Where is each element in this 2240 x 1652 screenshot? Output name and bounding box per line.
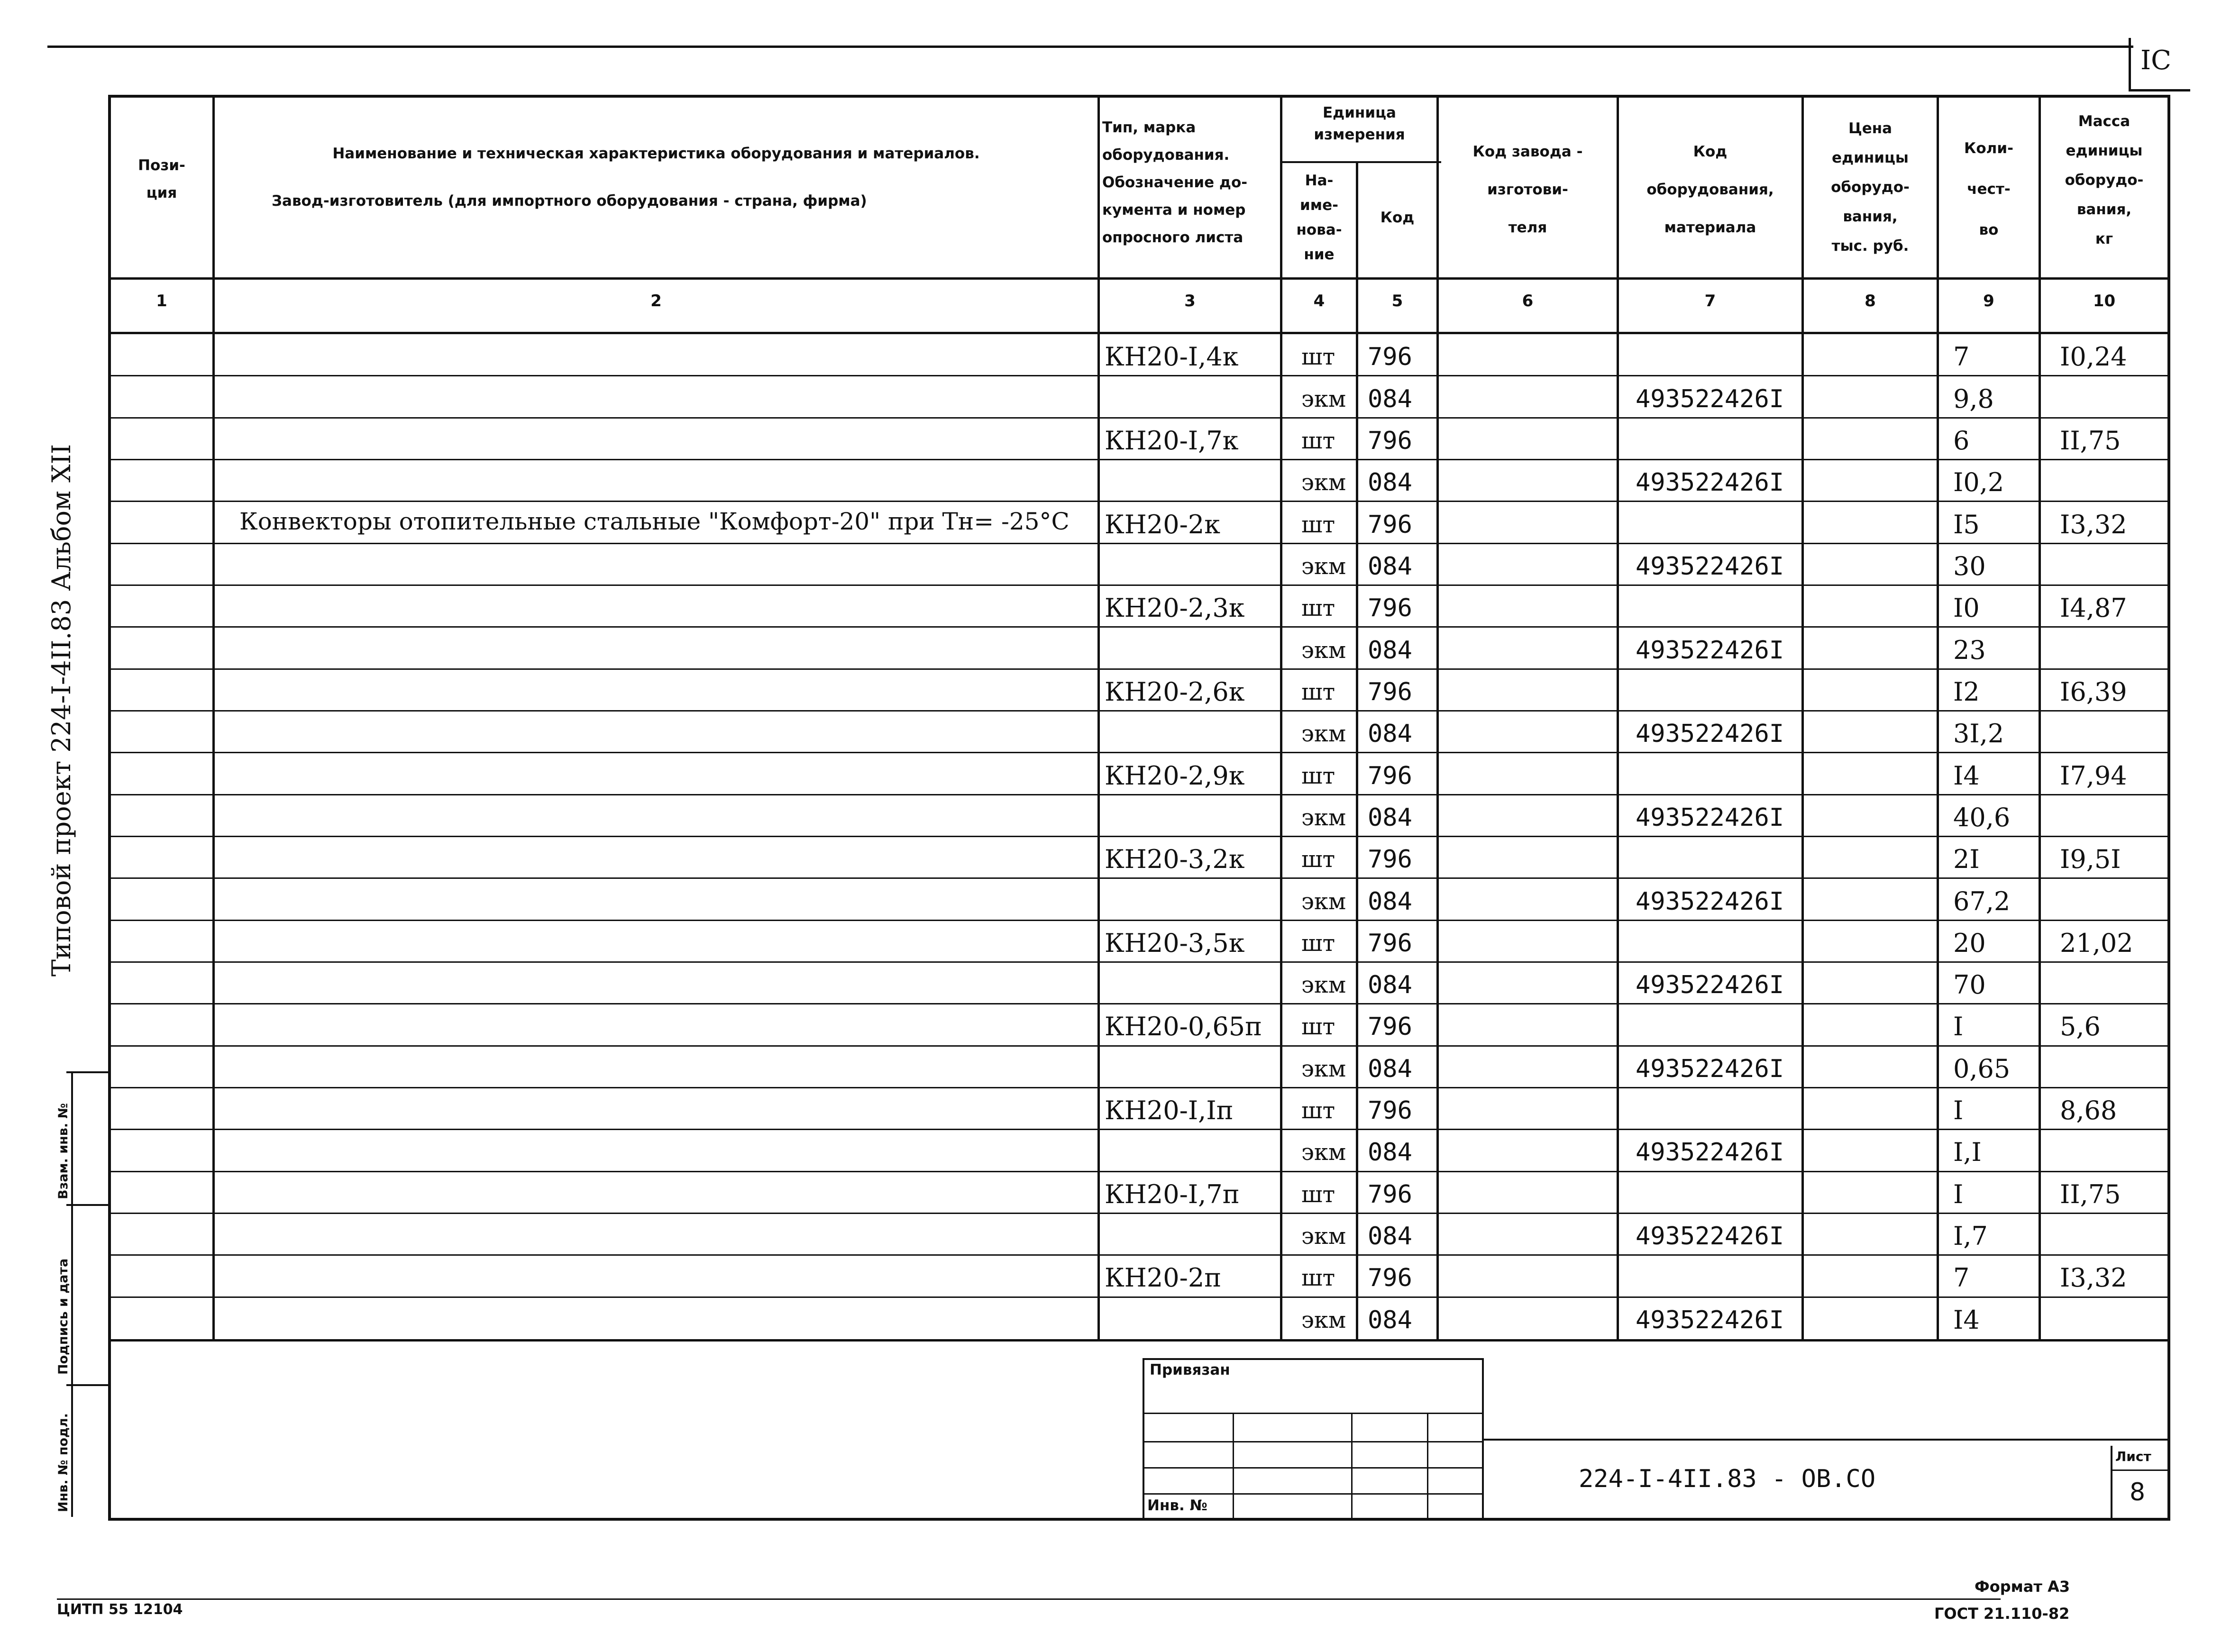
footer-left-rule (57, 1598, 2001, 1600)
header-mass: Масса единицы оборудо- вания, кг (2065, 113, 2144, 247)
equipment-code-cell: 493522426I (1636, 803, 1784, 832)
type-cell: КН20-I,4к (1105, 342, 1239, 372)
row-separator (108, 501, 2170, 502)
col-line-3 (1280, 95, 1282, 1341)
unit-name-cell: шт (1301, 511, 1335, 538)
unit-name-cell: экм (1301, 469, 1346, 496)
row-separator (108, 543, 2170, 544)
unit-code-cell: 796 (1368, 1013, 1412, 1041)
quantity-cell: 9,8 (1953, 384, 1994, 414)
row-separator (108, 1045, 2170, 1047)
row-separator (108, 459, 2170, 460)
col-line-7 (1801, 95, 1804, 1341)
unit-code-cell: 084 (1368, 720, 1412, 748)
quantity-cell: I4 (1953, 1305, 1980, 1335)
stamp-row-1 (1143, 1413, 1484, 1414)
quantity-cell: I4 (1953, 761, 1980, 791)
quantity-cell: I (1953, 1095, 1964, 1125)
unit-name-cell: шт (1301, 1097, 1335, 1124)
row-separator (108, 752, 2170, 753)
quantity-cell: I5 (1953, 510, 1980, 539)
unit-name-cell: экм (1301, 804, 1346, 831)
colnum-5: 5 (1391, 292, 1403, 310)
header-factory-code: Код завода - изготови- теля (1472, 143, 1583, 236)
quantity-cell: 67,2 (1953, 886, 2011, 916)
title-block-top (1484, 1439, 2170, 1441)
mass-cell: I7,94 (2060, 761, 2127, 791)
quantity-cell: 6 (1953, 426, 1970, 456)
unit-code-cell: 796 (1368, 343, 1412, 371)
row-separator (108, 626, 2170, 628)
stamp-row-3 (1143, 1467, 1484, 1469)
unit-code-cell: 084 (1368, 385, 1412, 413)
unit-code-cell: 796 (1368, 427, 1412, 455)
mass-cell: I3,32 (2060, 510, 2127, 539)
col-line-9 (2039, 95, 2041, 1341)
mass-cell: I6,39 (2060, 677, 2127, 707)
col-line-2 (1097, 95, 1100, 1341)
header-bottom (108, 277, 2170, 280)
mass-cell: I0,24 (2060, 342, 2127, 372)
stamp-inv-no: Инв. № (1147, 1497, 1207, 1514)
page-number: IC (2140, 45, 2171, 76)
quantity-cell: 30 (1953, 551, 1986, 581)
unit-code-cell: 084 (1368, 803, 1412, 832)
col-line-1 (212, 95, 215, 1341)
header-quantity: Коли- чест- во (1964, 140, 2013, 238)
header-position: Пози- ция (138, 157, 185, 201)
unit-name-cell: шт (1301, 846, 1335, 873)
table-right-border (2167, 95, 2170, 1521)
type-cell: КН20-2,9к (1105, 761, 1245, 791)
mass-cell: 8,68 (2060, 1095, 2117, 1125)
row-separator (108, 375, 2170, 376)
unit-name-cell: экм (1301, 1223, 1346, 1250)
stamp-row-2 (1143, 1441, 1484, 1442)
equipment-code-cell: 493522426I (1636, 385, 1784, 413)
table-top-border (108, 95, 2170, 98)
row-separator (108, 1129, 2170, 1130)
col-line-6 (1617, 95, 1619, 1341)
colnum-10: 10 (2093, 292, 2116, 310)
unit-name-cell: экм (1301, 553, 1346, 580)
row-separator (108, 1254, 2170, 1256)
stamp-row-4 (1143, 1493, 1484, 1495)
document-code: 224-I-4II.83 - ОВ.СО (1579, 1465, 1876, 1493)
row-separator (108, 794, 2170, 795)
stamp-box-left (1143, 1358, 1144, 1519)
quantity-cell: I (1953, 1012, 1964, 1041)
unit-code-cell: 084 (1368, 1138, 1412, 1167)
quantity-cell: 23 (1953, 635, 1986, 665)
unit-code-cell: 084 (1368, 1222, 1412, 1250)
quantity-cell: I0,2 (1953, 467, 2004, 497)
row-separator (108, 1087, 2170, 1088)
unit-name-cell: экм (1301, 721, 1346, 747)
unit-code-cell: 084 (1368, 1306, 1412, 1334)
quantity-cell: 70 (1953, 970, 1986, 1000)
unit-name-cell: шт (1301, 763, 1335, 789)
quantity-cell: 40,6 (1953, 803, 2011, 832)
unit-name-cell: экм (1301, 888, 1346, 915)
header-name-line1: Наименование и техническая характеристика оборудования и материалов. (332, 145, 980, 162)
unit-code-cell: 796 (1368, 1096, 1412, 1125)
unit-code-cell: 084 (1368, 887, 1412, 916)
quantity-cell: 3I,2 (1953, 719, 2004, 748)
unit-code-cell: 084 (1368, 468, 1412, 497)
side-label-inv: Инв. № подл. (56, 1413, 71, 1512)
unit-code-cell: 084 (1368, 552, 1412, 581)
unit-code-cell: 796 (1368, 845, 1412, 874)
unit-name-cell: экм (1301, 386, 1346, 412)
colnum-6: 6 (1522, 292, 1534, 310)
type-cell: КН20-2,3к (1105, 593, 1245, 623)
unit-code-cell: 796 (1368, 594, 1412, 622)
colnum-8: 8 (1865, 292, 1876, 310)
equipment-code-cell: 493522426I (1636, 1055, 1784, 1083)
col-line-4 (1356, 161, 1358, 1341)
header-unit-code: Код (1380, 209, 1415, 226)
unit-code-cell: 796 (1368, 678, 1412, 706)
row-separator (108, 1003, 2170, 1004)
stamp-col-2 (1351, 1413, 1353, 1519)
colnum-2: 2 (650, 292, 662, 310)
equipment-code-cell: 493522426I (1636, 887, 1784, 916)
row-separator (108, 877, 2170, 879)
type-cell: КН20-3,5к (1105, 928, 1245, 958)
unit-name-cell: шт (1301, 930, 1335, 957)
item-name: Конвекторы отопительные стальные "Комфорт-20" при Тн= -25°С (239, 508, 1070, 535)
unit-name-cell: шт (1301, 344, 1335, 370)
row-separator (108, 1213, 2170, 1214)
unit-code-cell: 796 (1368, 929, 1412, 958)
unit-code-cell: 796 (1368, 511, 1412, 539)
row-separator (108, 1171, 2170, 1172)
colnum-4: 4 (1313, 292, 1325, 310)
unit-name-cell: шт (1301, 1013, 1335, 1040)
header-equipment-code: Код оборудования, материала (1646, 143, 1774, 236)
col-line-8 (1937, 95, 1939, 1341)
unit-code-cell: 084 (1368, 1055, 1412, 1083)
unit-name-cell: шт (1301, 1181, 1335, 1208)
unit-name-cell: экм (1301, 1307, 1346, 1333)
mass-cell: II,75 (2060, 1179, 2121, 1209)
unit-name-cell: шт (1301, 428, 1335, 454)
unit-name-cell: шт (1301, 1265, 1335, 1291)
equipment-code-cell: 493522426I (1636, 636, 1784, 665)
stamp-box-top (1143, 1358, 1484, 1360)
quantity-cell: 20 (1953, 928, 1986, 958)
quantity-cell: 7 (1953, 1263, 1970, 1293)
stamp-privyazan: Привязан (1150, 1361, 1230, 1378)
mass-cell: II,75 (2060, 426, 2121, 456)
type-cell: КН20-2к (1105, 510, 1220, 539)
type-cell: КН20-2п (1105, 1263, 1222, 1293)
row-separator (108, 1296, 2170, 1298)
mass-cell: I4,87 (2060, 593, 2127, 623)
quantity-cell: I,I (1953, 1137, 1982, 1167)
unit-name-cell: экм (1301, 637, 1346, 664)
side-project-title: Типовой проект 224-I-4II.83 Альбом XII (46, 444, 76, 977)
col-line-5 (1436, 95, 1439, 1341)
header-unit-group: Единица измерения (1314, 104, 1405, 143)
unit-group-divider (1280, 161, 1441, 163)
row-separator (108, 668, 2170, 670)
colnum-7: 7 (1704, 292, 1716, 310)
unit-code-cell: 796 (1368, 1264, 1412, 1292)
equipment-code-cell: 493522426I (1636, 552, 1784, 581)
unit-name-cell: экм (1301, 1056, 1346, 1082)
unit-code-cell: 796 (1368, 1180, 1412, 1209)
colnum-3: 3 (1184, 292, 1196, 310)
unit-code-cell: 084 (1368, 971, 1412, 999)
unit-code-cell: 084 (1368, 636, 1412, 665)
quantity-cell: 0,65 (1953, 1054, 2011, 1084)
unit-name-cell: экм (1301, 1139, 1346, 1166)
sheet-box-mid (2111, 1469, 2170, 1471)
quantity-cell: I0 (1953, 593, 1980, 623)
footer-gost: ГОСТ 21.110-82 (1934, 1605, 2070, 1623)
unit-name-cell: шт (1301, 679, 1335, 705)
row-separator (108, 710, 2170, 712)
quantity-cell: 7 (1953, 342, 1970, 372)
equipment-code-cell: 493522426I (1636, 1306, 1784, 1334)
colnum-1: 1 (156, 292, 167, 310)
stamp-col-3 (1427, 1413, 1428, 1519)
sheet-label: Лист (2115, 1449, 2151, 1464)
footer-format: Формат А3 (1975, 1578, 2070, 1596)
type-cell: КН20-I,Iп (1105, 1095, 1234, 1125)
row-separator (108, 836, 2170, 837)
quantity-cell: I2 (1953, 677, 1980, 707)
row-separator (108, 584, 2170, 586)
colnum-9: 9 (1983, 292, 1994, 310)
quantity-cell: I,7 (1953, 1221, 1988, 1251)
quantity-cell: 2I (1953, 844, 1980, 874)
header-unit-name: На- име- нова- ние (1296, 172, 1342, 263)
table-bottom-border (108, 1518, 2170, 1521)
mass-cell: 21,02 (2060, 928, 2133, 958)
equipment-code-cell: 493522426I (1636, 971, 1784, 999)
type-cell: КН20-3,2к (1105, 844, 1245, 874)
mass-cell: I9,5I (2060, 844, 2121, 874)
equipment-code-cell: 493522426I (1636, 1222, 1784, 1250)
sheet-box-left (2111, 1446, 2112, 1519)
side-label-podpis: Подпись и дата (56, 1258, 71, 1375)
type-cell: КН20-2,6к (1105, 677, 1245, 707)
footer-left: ЦИТП 55 12104 (57, 1601, 183, 1618)
side-label-vzam: Взам. инв. № (56, 1103, 71, 1199)
quantity-cell: I (1953, 1179, 1964, 1209)
type-cell: КН20-I,7к (1105, 426, 1239, 456)
equipment-code-cell: 493522426I (1636, 1138, 1784, 1167)
type-cell: КН20-0,65п (1105, 1012, 1262, 1041)
header-name-line2: Завод-изготовитель (для импортного оборудования - страна, фирма) (272, 192, 867, 210)
equipment-code-cell: 493522426I (1636, 720, 1784, 748)
unit-name-cell: экм (1301, 972, 1346, 998)
body-bottom (108, 1339, 2170, 1342)
type-cell: КН20-I,7п (1105, 1179, 1240, 1209)
header-type: Тип, марка оборудования. Обозначение до- кумента и номер опросного листа (1102, 119, 1248, 246)
row-separator (108, 961, 2170, 963)
unit-name-cell: шт (1301, 595, 1335, 621)
equipment-code-cell: 493522426I (1636, 468, 1784, 497)
row-separator (108, 417, 2170, 419)
sheet-number: 8 (2130, 1478, 2146, 1506)
mass-cell: 5,6 (2060, 1012, 2101, 1041)
header-price: Цена единицы оборудо- вания, тыс. руб. (1831, 120, 1910, 255)
mass-cell: I3,32 (2060, 1263, 2127, 1293)
unit-code-cell: 796 (1368, 762, 1412, 790)
colnum-bottom (108, 332, 2170, 334)
row-separator (108, 920, 2170, 921)
stamp-col-1 (1233, 1413, 1234, 1519)
